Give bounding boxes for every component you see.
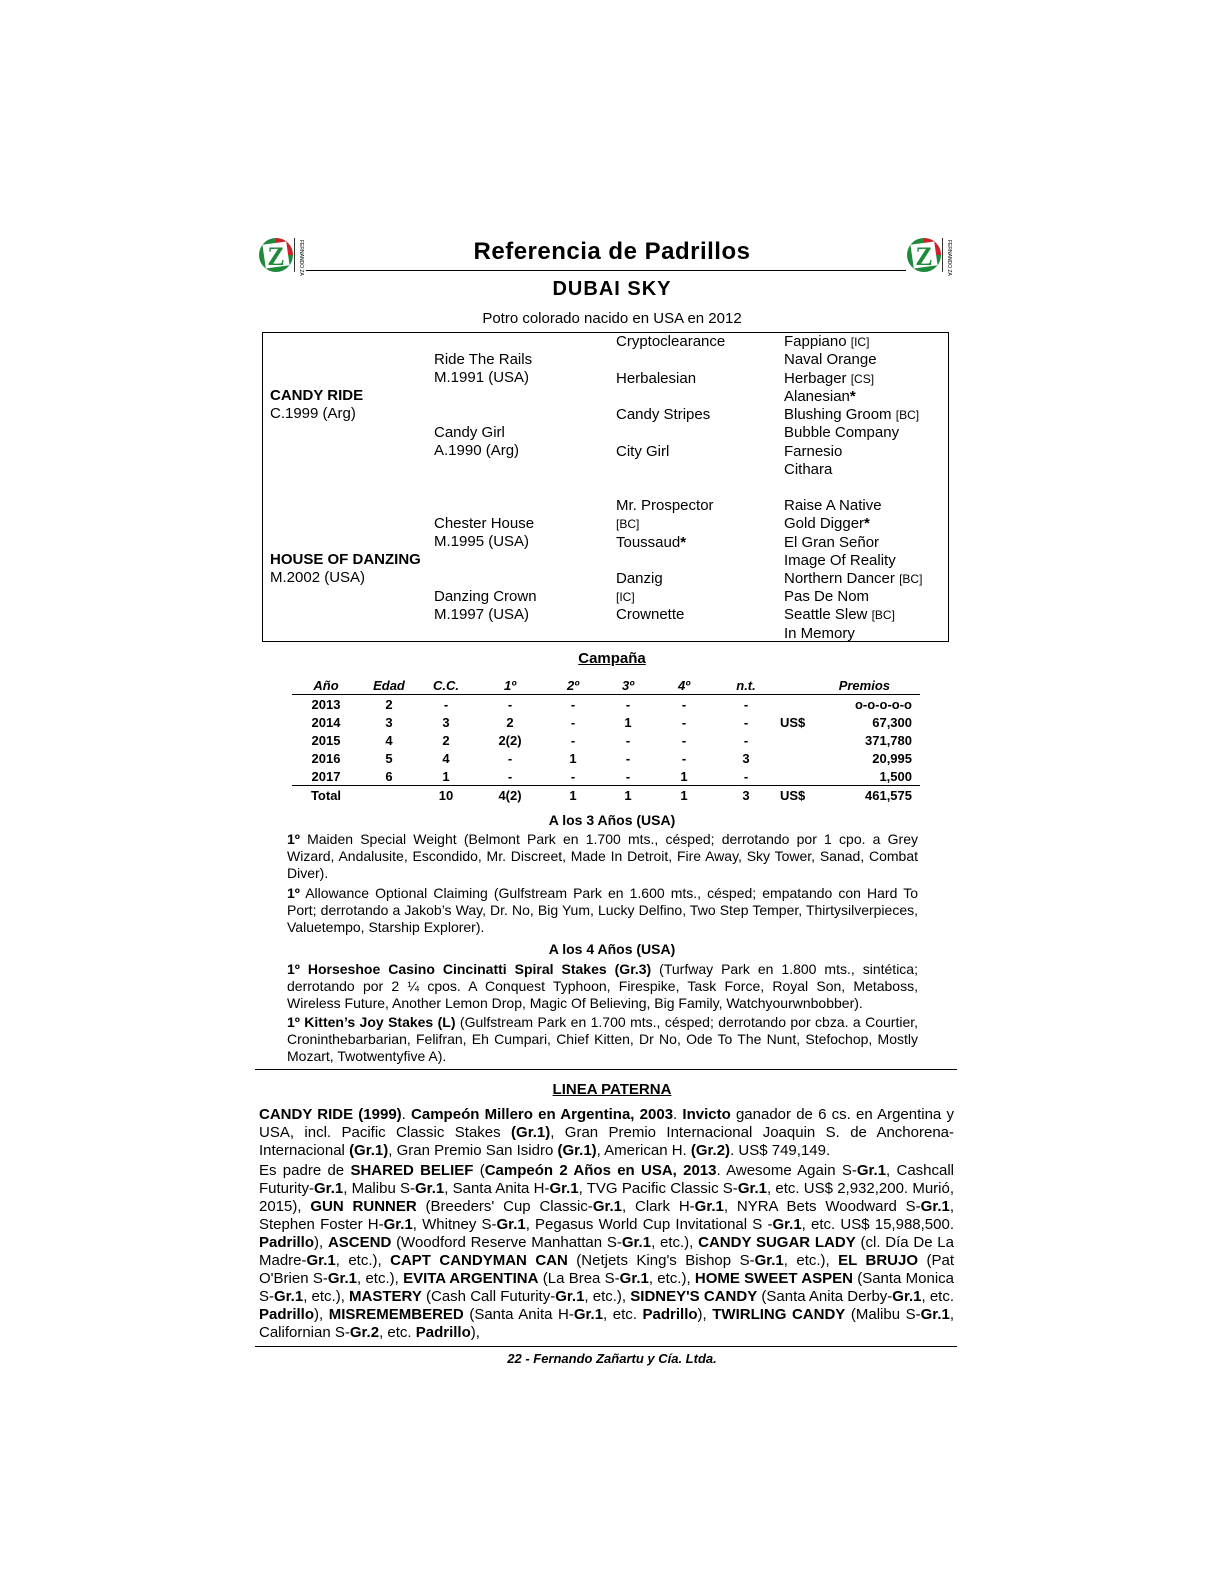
pedigree-sire-info: C.1999 (Arg) — [270, 405, 356, 422]
pedigree-gen4-item: Seattle Slew [BC] — [784, 606, 895, 623]
race-result: 1º Maiden Special Weight (Belmont Park en 1.700 mts., césped; derrotando por 1 cpo. a Grey Wizard, Andalusite, Escondido, Mr. Discreet, Made In Detroit, Fire Away, Sky Tower, Sanad, Combat Diver). — [287, 831, 918, 881]
table-cell: - — [507, 696, 513, 712]
pedigree-gen3-item: City Girl — [616, 443, 670, 460]
pedigree-gen3-item: Danzig [IC] — [616, 570, 663, 604]
table-cell — [780, 767, 824, 786]
pedigree-tag: [IC] — [616, 590, 635, 604]
table-cell: 3 — [742, 750, 750, 766]
table-cell: 3 — [442, 714, 450, 730]
pedigree-gen4-item: El Gran Señor — [784, 534, 880, 551]
table-row — [292, 767, 920, 786]
table-cell: 20,995 — [872, 750, 912, 766]
table-cell: 2 — [506, 714, 514, 730]
race-result: 1º Allowance Optional Claiming (Gulfstream Park en 1.600 mts., césped; empatando con Hard To Port; derrotando a Jakob’s Way, Dr. No, Big Yum, Lucky Delfino, Two Step Temper, Thirtysilverpieces, Valuetempo, Starship Explorer). — [287, 885, 918, 935]
table-cell: 1 — [600, 786, 656, 805]
svg-text:FERNANDO ZAÑARTU: FERNANDO ZAÑARTU — [946, 240, 952, 276]
table-cell: 1 — [442, 768, 450, 784]
table-cell: 4 — [385, 732, 393, 748]
pedigree-gen4-item: Northern Dancer [BC] — [784, 570, 923, 587]
table-cell: - — [443, 696, 449, 712]
pedigree-dam-info: M.2002 (USA) — [270, 569, 366, 586]
pedigree-gen2-item — [434, 588, 537, 624]
pedigree-gen4-item: Alanesian* — [784, 388, 856, 405]
pedigree-gen2-item — [434, 515, 534, 551]
pedigree-gen3-item: Candy Stripes — [616, 406, 711, 423]
pedigree-gen2-info: M.1995 (USA) — [434, 533, 530, 550]
pedigree-gen2-info: M.1991 (USA) — [434, 369, 530, 386]
pedigree-tag: [BC] — [616, 517, 640, 531]
table-cell: 5 — [385, 750, 393, 766]
pedigree-gen4-item: Raise A Native — [784, 497, 882, 514]
pedigree-gen2-name: Ride The Rails — [434, 351, 533, 368]
pedigree-dam — [270, 551, 421, 587]
table-cell: 1 — [624, 714, 632, 730]
svg-text:Z: Z — [267, 242, 285, 271]
pedigree-gen2-name: Danzing Crown — [434, 588, 537, 605]
column-header: Año — [292, 676, 360, 695]
table-cell: - — [743, 768, 749, 784]
pedigree-gen4-item: Image Of Reality — [784, 552, 896, 569]
horse-description: Potro colorado nacido en USA en 2012 — [482, 310, 742, 327]
pedigree-gen4-item: Blushing Groom [BC] — [784, 406, 920, 423]
svg-text:FERNANDO ZAÑARTU: FERNANDO ZAÑARTU — [298, 240, 304, 276]
table-cell: 2015 — [311, 732, 341, 748]
table-cell: - — [743, 732, 749, 748]
linea-paragraph-2: Es padre de SHARED BELIEF (Campeón 2 Años en USA, 2013. Awesome Again S-Gr.1, Cashcall Futurity-Gr.1, Malibu S-Gr.1, Santa Anita H-Gr.1, TVG Pacific Classic S-Gr.1, etc. US$ 2,932,200. Murió, 2015), GUN RUNNER (Breeders' Cup Classic-Gr.1, Clark H-Gr.1, NYRA Bets Woodward S-Gr.1, Stephen Foster H-Gr.1, Whitney S-Gr.1, Pegasus World Cup Invitational S -Gr.1, etc. US$ 15,988,500. Padrillo), ASCEND (Woodford Reserve Manhattan S-Gr.1, etc.), CANDY SUGAR LADY (cl. Día De La Madre-Gr.1, etc.), CAPT CANDYMAN CAN (Netjets King's Bishop S-Gr.1, etc.), EL BRUJO (Pat O'Brien S-Gr.1, etc.), EVITA ARGENTINA (La Brea S-Gr.1, etc.), HOME SWEET ASPEN (Santa Monica S-Gr.1, etc.), MASTERY (Cash Call Futurity-Gr.1, etc.), SIDNEY'S CANDY (Santa Anita Derby-Gr.1, etc. Padrillo), MISREMEMBERED (Santa Anita H-Gr.1, etc. Padrillo), TWIRLING CANDY (Malibu S-Gr.1, Californian S-Gr.2, etc. Padrillo), — [259, 1162, 955, 1341]
footer-rule — [255, 1346, 957, 1347]
linea-paragraph-1: CANDY RIDE (1999). Campeón Millero en Argentina, 2003. Invicto ganador de 6 cs. en Argentina y USA, incl. Pacific Classic Stakes (Gr.1), Gran Premio Internacional Joaquin S. de Anchorena-Internacional (Gr.1), Gran Premio San Isidro (Gr.1), American H. (Gr.2). US$ 749,149. — [259, 1106, 954, 1159]
table-row — [292, 749, 920, 767]
column-header — [780, 676, 824, 695]
table-cell: - — [743, 696, 749, 712]
table-cell: 1,500 — [879, 768, 912, 784]
pedigree-gen2-name: Candy Girl — [434, 424, 505, 441]
table-cell: - — [570, 768, 576, 784]
pedigree-gen3-item: Mr. Prospector [BC] — [616, 497, 714, 531]
pedigree-tag: * — [680, 534, 687, 551]
column-header: C.C. — [418, 676, 474, 695]
race-result: 1º Kitten’s Joy Stakes (L) (Gulfstream Park en 1.700 mts., césped; derrotando por cbza. a Courtier, Croninthebarbarian, Felifran, Eh Cumpari, Chief Kitten, Dr No, Ode To The Nunt, Stefochop, Mostly Mozart, Twotwentyfive A). — [287, 1014, 919, 1064]
table-cell: o-o-o-o-o — [854, 696, 912, 712]
section-age3-title: A los 3 Años (USA) — [548, 812, 676, 828]
table-cell: - — [507, 768, 513, 784]
table-cell: - — [625, 750, 631, 766]
table-cell: 1 — [656, 786, 712, 805]
pedigree-gen2-info: A.1990 (Arg) — [434, 442, 520, 459]
table-cell: - — [507, 750, 513, 766]
campaign-header-row — [292, 676, 920, 695]
race-result: 1º Horseshoe Casino Cincinatti Spiral Stakes (Gr.3) (Turfway Park en 1.800 mts., sintética; derrotando por 2 ¼ cpos. A Conquest Typhoon, Firespike, Task Force, Royal Son, Metaboss, Wireless Future, Another Lemon Drop, Magic Of Believing, Big Family, Watchyourwnbobber). — [287, 961, 918, 1011]
table-cell: 371,780 — [865, 732, 912, 748]
table-cell — [780, 695, 824, 714]
table-cell: - — [681, 696, 687, 712]
section-age4-title: A los 4 Años (USA) — [548, 941, 676, 957]
column-header: n.t. — [712, 676, 780, 695]
pedigree-gen4-item: Fappiano [IC] — [784, 333, 870, 350]
section-divider — [255, 1069, 957, 1070]
pedigree-gen3-item: Cryptoclearance — [616, 333, 726, 350]
column-header: 2º — [546, 676, 600, 695]
table-cell: 2017 — [311, 768, 341, 784]
pedigree-gen4-item: Bubble Company — [784, 424, 900, 441]
column-header: 3º — [600, 676, 656, 695]
table-cell: - — [681, 714, 687, 730]
table-cell: 2016 — [311, 750, 341, 766]
table-cell: 2 — [442, 732, 450, 748]
table-cell — [780, 731, 824, 749]
horse-name: DUBAI SKY — [552, 278, 672, 300]
pedigree-gen2-item — [434, 424, 519, 460]
table-cell: US$ — [780, 786, 824, 805]
campaign-total-row — [292, 786, 920, 805]
pedigree-dam-name: HOUSE OF DANZING — [270, 551, 421, 568]
table-cell: 1 — [546, 786, 600, 805]
pedigree-gen4-item: Naval Orange — [784, 351, 877, 368]
table-cell: - — [570, 714, 576, 730]
table-cell: 1 — [569, 750, 577, 766]
pedigree-gen4-item: Herbager [CS] — [784, 370, 875, 387]
table-cell: 3 — [712, 786, 780, 805]
table-cell: - — [743, 714, 749, 730]
pedigree-gen3-item: Herbalesian — [616, 370, 697, 387]
pedigree-sire-name: CANDY RIDE — [270, 387, 364, 404]
table-cell: US$ — [780, 714, 806, 730]
header-rule — [306, 270, 906, 271]
pedigree-gen2-name: Chester House — [434, 515, 535, 532]
column-header: Premios — [824, 676, 920, 695]
column-header: 4º — [656, 676, 712, 695]
campaign-title: Campaña — [578, 650, 646, 667]
column-header: 1º — [474, 676, 546, 695]
campaign-table — [292, 676, 920, 804]
table-cell: 6 — [385, 768, 393, 784]
table-row — [292, 695, 920, 714]
table-cell: 461,575 — [824, 786, 920, 805]
pedigree-gen2-item — [434, 351, 532, 387]
page-footer: 22 - Fernando Zañartu y Cía. Ltda. — [507, 1351, 717, 1366]
pedigree-gen4-item: Farnesio — [784, 443, 843, 460]
table-cell: 1 — [680, 768, 688, 784]
table-cell: - — [625, 696, 631, 712]
table-cell: - — [625, 768, 631, 784]
table-cell: 2014 — [311, 714, 341, 730]
table-cell: 2(2) — [498, 732, 522, 748]
table-cell: 2013 — [311, 696, 341, 712]
column-header: Edad — [360, 676, 418, 695]
pedigree-gen4-item: Cithara — [784, 461, 833, 478]
table-row — [292, 713, 920, 731]
table-row — [292, 731, 920, 749]
table-cell: - — [570, 696, 576, 712]
table-cell: 4 — [442, 750, 450, 766]
svg-text:Z: Z — [915, 242, 933, 271]
table-cell: Total — [292, 786, 360, 805]
table-cell — [360, 786, 418, 805]
table-cell: 10 — [418, 786, 474, 805]
pedigree-sire — [270, 387, 363, 423]
table-cell: 3 — [385, 714, 393, 730]
pedigree-gen4-item: Gold Digger* — [784, 515, 870, 532]
table-cell: - — [681, 732, 687, 748]
table-cell: 4(2) — [474, 786, 546, 805]
table-cell: - — [681, 750, 687, 766]
table-cell — [780, 749, 824, 767]
pedigree-gen2-info: M.1997 (USA) — [434, 606, 530, 623]
table-cell: 67,300 — [872, 714, 912, 730]
table-cell: - — [625, 732, 631, 748]
pedigree-gen3-item: Crownette — [616, 606, 685, 623]
pedigree-gen4-item: In Memory — [784, 625, 855, 642]
pedigree-gen3-item: Toussaud* — [616, 534, 687, 551]
table-cell: - — [570, 732, 576, 748]
pedigree-gen4-item: Pas De Nom — [784, 588, 870, 605]
linea-paterna-title: LINEA PATERNA — [552, 1081, 672, 1098]
page-title: Referencia de Padrillos — [473, 238, 751, 265]
table-cell: 2 — [385, 696, 393, 712]
